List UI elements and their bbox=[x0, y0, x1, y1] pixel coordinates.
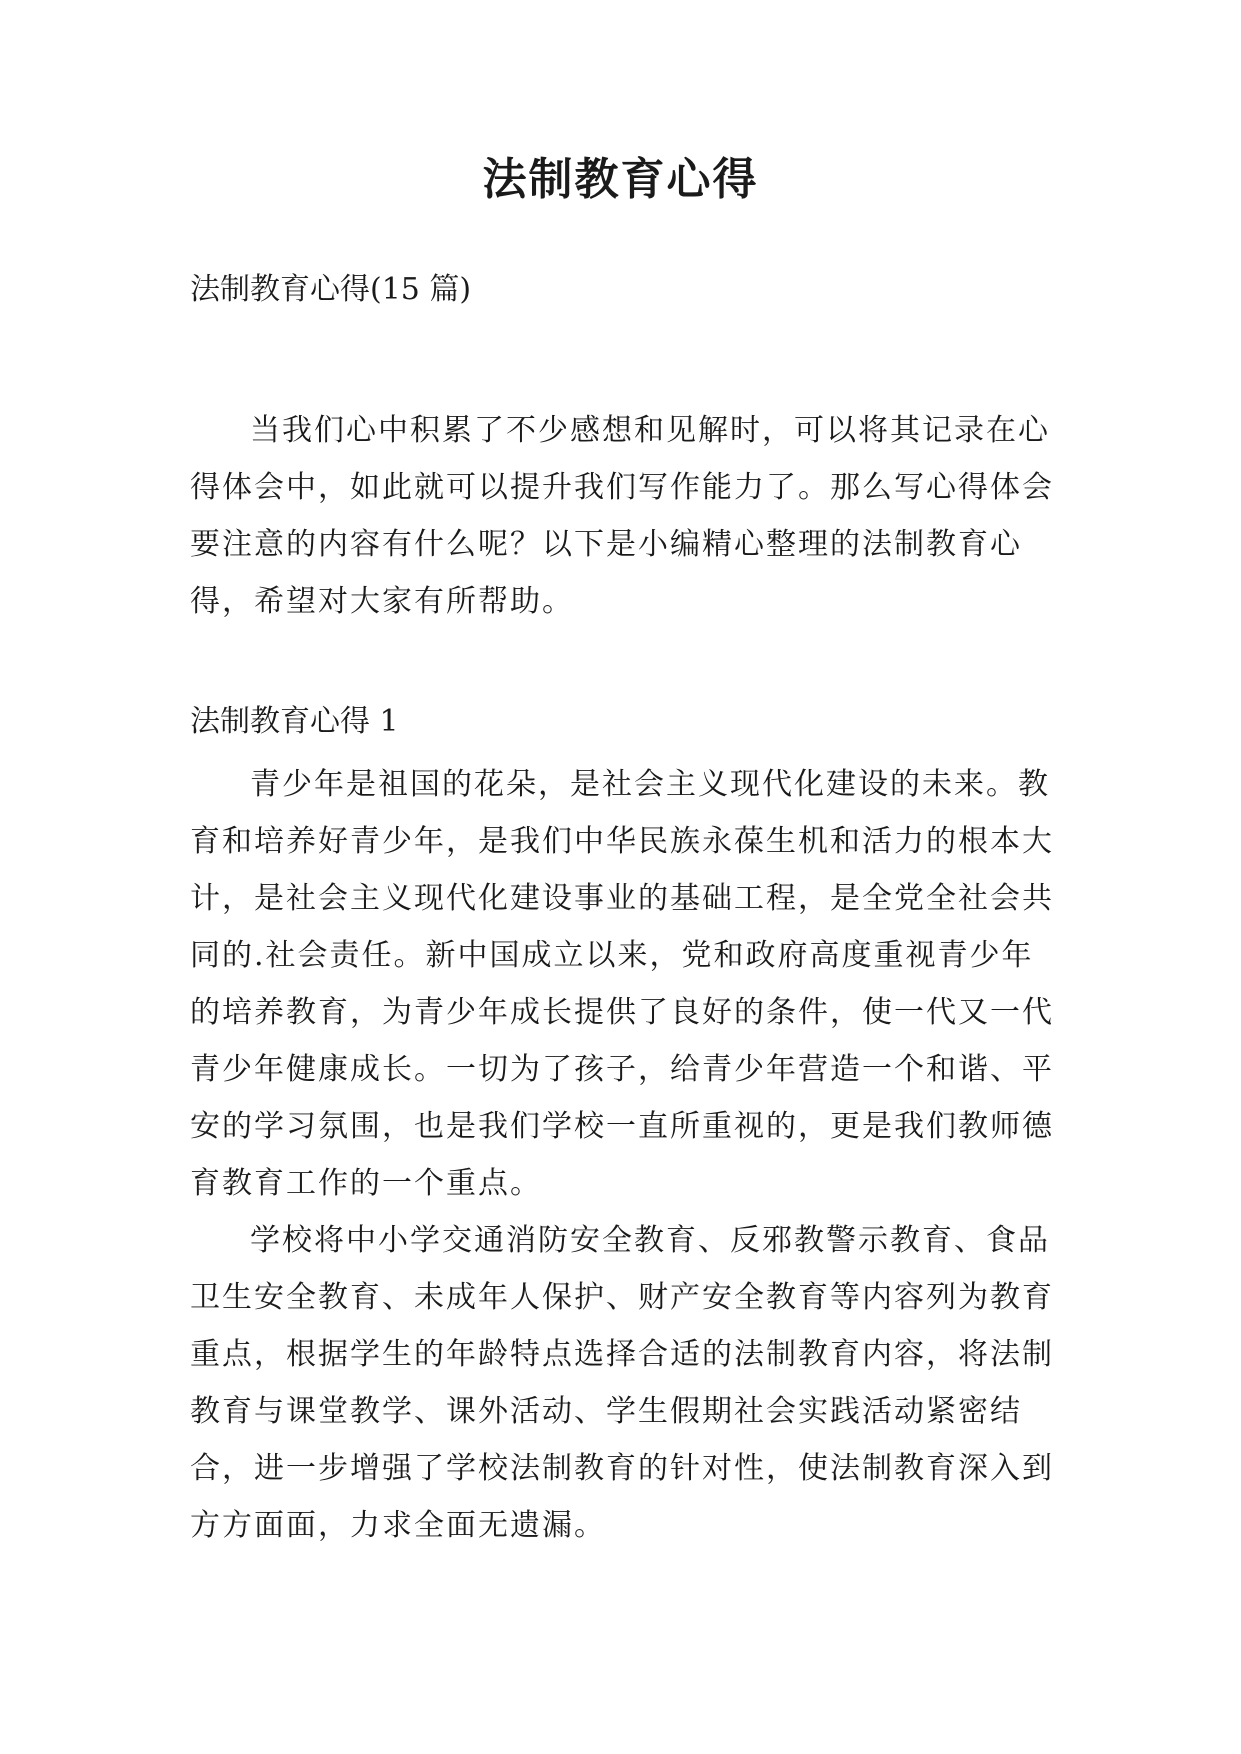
intro-paragraph: 当我们心中积累了不少感想和见解时，可以将其记录在心得体会中，如此就可以提升我们写作能力了。那么写心得体会要注意的内容有什么呢？以下是小编精心整理的法制教育心得，希望对大家有所帮助。 bbox=[190, 413, 1054, 619]
section-heading: 法制教育心得 1 bbox=[190, 704, 399, 739]
body-paragraph-1: 青少年是祖国的花朵，是社会主义现代化建设的未来。教育和培养好青少年，是我们中华民族永葆生机和活力的根本大计，是社会主义现代化建设事业的基础工程，是全党全社会共同的.社会责任。新中国成立以来，党和政府高度重视青少年的培养教育，为青少年成长提供了良好的条件，使一代又一代青少年健康成长。一切为了孩子，给青少年营造一个和谐、平安的学习氛围，也是我们学校一直所重视的，更是我们教师德育教育工作的一个重点。 bbox=[190, 767, 1054, 1201]
document-subtitle: 法制教育心得(15 篇) bbox=[190, 272, 472, 307]
body-paragraph-2: 学校将中小学交通消防安全教育、反邪教警示教育、食品卫生安全教育、未成年人保护、财产安全教育等内容列为教育重点，根据学生的年龄特点选择合适的法制教育内容，将法制教育与课堂教学、课外活动、学生假期社会实践活动紧密结合，进一步增强了学校法制教育的针对性，使法制教育深入到方方面面，力求全面无遗漏。 bbox=[190, 1223, 1054, 1543]
document-title: 法制教育心得 bbox=[482, 154, 759, 205]
section-body bbox=[190, 756, 1060, 1554]
